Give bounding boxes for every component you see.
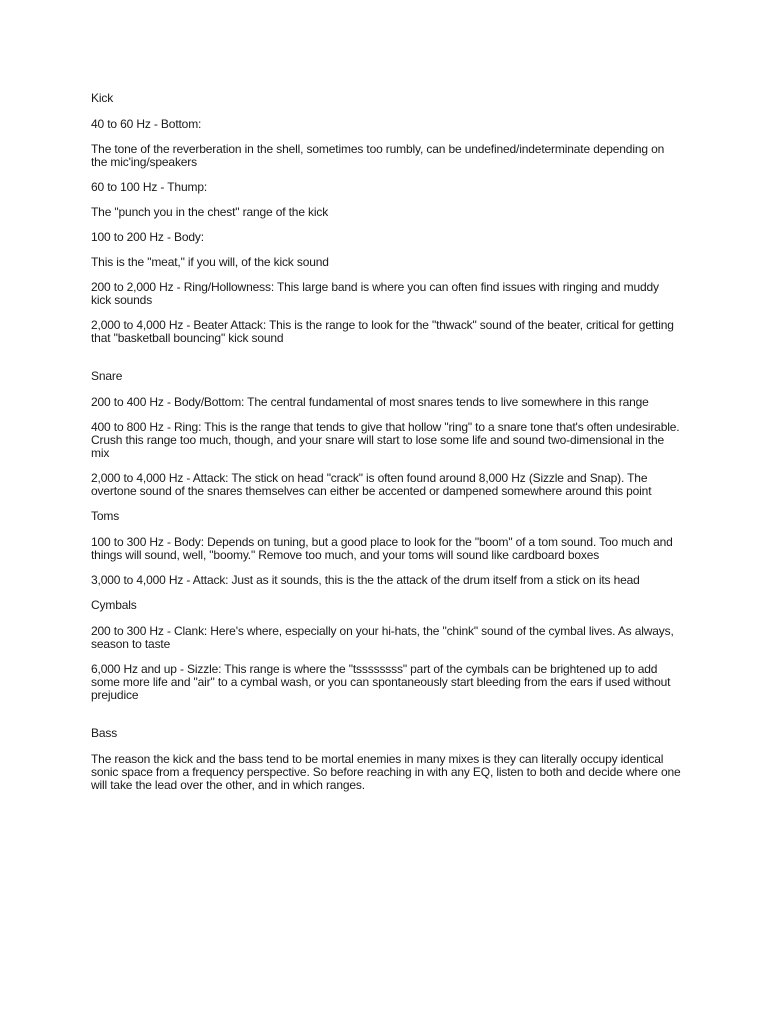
paragraph: 2,000 to 4,000 Hz - Beater Attack: This is the range to look for the "thwack" sound of the beater, critical for getting that "basketball bouncing" kick sound	[91, 318, 674, 345]
section-heading-cymbals: Cymbals	[91, 598, 137, 612]
paragraph: The "punch you in the chest" range of the kick	[91, 205, 329, 219]
paragraph: 2,000 to 4,000 Hz - Attack: The stick on head "crack" is often found around 8,000 Hz (Sizzle and Snap). The overtone sound of the snares themselves can either be accented or dampened somewhere around this point	[91, 471, 652, 498]
paragraph: 200 to 300 Hz - Clank: Here's where, especially on your hi-hats, the "chink" sound of the cymbal lives. As always, season to taste	[91, 624, 674, 651]
paragraph: 200 to 2,000 Hz - Ring/Hollowness: This large band is where you can often find issues with ringing and muddy kick sounds	[91, 280, 659, 307]
paragraph: 100 to 200 Hz - Body:	[91, 230, 204, 244]
paragraph: 40 to 60 Hz - Bottom:	[91, 117, 202, 131]
paragraph: 3,000 to 4,000 Hz - Attack: Just as it sounds, this is the the attack of the drum itself from a stick on its head	[91, 573, 640, 587]
paragraph: The tone of the reverberation in the shell, sometimes too rumbly, can be undefined/indeterminate depending on the mic'ing/speakers	[91, 142, 665, 169]
section-heading-bass: Bass	[91, 726, 118, 740]
paragraph: This is the "meat," if you will, of the kick sound	[91, 255, 329, 269]
section-heading-snare: Snare	[91, 369, 123, 383]
paragraph: 400 to 800 Hz - Ring: This is the range that tends to give that hollow "ring" to a snare tone that's often undesirable. Crush this range too much, though, and your snare will start to lose some life and sound two-dimensional in the mix	[91, 420, 680, 460]
section-heading-toms: Toms	[91, 509, 120, 523]
document-body	[91, 92, 681, 804]
paragraph: 60 to 100 Hz - Thump:	[91, 180, 208, 194]
section-heading-kick: Kick	[91, 91, 114, 105]
paragraph: 100 to 300 Hz - Body: Depends on tuning, but a good place to look for the "boom" of a tom sound. Too much and things will sound, well, "boomy." Remove too much, and your toms will sound like cardboard boxes	[91, 535, 673, 562]
paragraph: 6,000 Hz and up - Sizzle: This range is where the "tssssssss" part of the cymbals can be brightened up to add some more life and "air" to a cymbal wash, or you can spontaneously start bleeding from the ears if used without prejudice	[91, 662, 671, 702]
paragraph: 200 to 400 Hz - Body/Bottom: The central fundamental of most snares tends to live somewhere in this range	[91, 395, 649, 409]
paragraph: The reason the kick and the bass tend to be mortal enemies in many mixes is they can literally occupy identical sonic space from a frequency perspective. So before reaching in with any EQ, listen to both and decide where one will take the lead over the other, and in which ranges.	[91, 752, 681, 792]
